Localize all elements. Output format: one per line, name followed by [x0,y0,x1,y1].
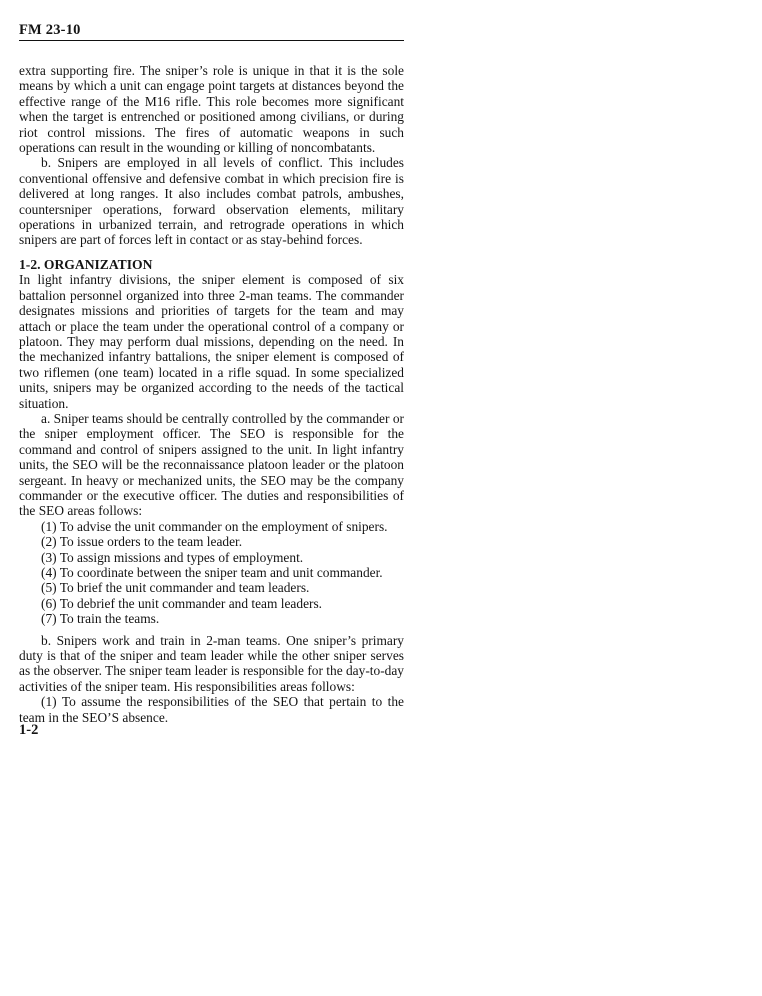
paragraph-organization: In light infantry divisions, the sniper element is composed of six battalion personnel organized into three 2-man teams. The commander designates missions and priorities of targets for the team and may attach or place the team under the operational control of a company or platoon. They may perform dual missions, depending on the need. In the mechanized infantry battalions, the sniper element is composed of two riflemen (one team) located in a rifle squad. In some specialized units, snipers may be organized according to the needs of the tactical situation. [19,272,404,411]
page-number: 1-2 [19,722,39,738]
paragraph-a-control: a. Sniper teams should be centrally controlled by the commander or the sniper employment officer. The SEO is responsible for the command and control of snipers assigned to the unit. In light infantry units, the SEO will be the reconnaissance platoon leader or the platoon sergeant. In heavy or mechanized units, the SEO may be the company commander or the executive officer. The duties and responsibilities of the SEO areas follows: [19,410,404,519]
paragraph-b-teams: b. Snipers work and train in 2-man teams. One sniper’s primary duty is that of the sniper and team leader while the other sniper serves as the observer. The sniper team leader is responsible for the day-to-day activities of the sniper team. His responsibilities areas follows: [19,632,404,694]
paragraph-b-conflict: b. Snipers are employed in all levels of conflict. This includes conventional offensive and defensive combat in which precision fire is delivered at long ranges. It also includes combat patrols, ambushes, countersniper operations, forward observation elements, military operations in urbanized terrain, and retrograde operations in which snipers are part of forces left in contact or as stay-behind forces. [19,155,404,248]
list-item: (3) To assign missions and types of employment. [41,549,304,565]
page-header [19,22,404,41]
list-item: (5) To brief the unit commander and team leaders. [41,580,310,596]
list-item: (2) To issue orders to the team leader. [41,534,243,550]
paragraph-b-item-1: (1) To assume the responsibilities of the SEO that pertain to the team in the SEO’S absence. [19,694,404,725]
list-item: (7) To train the teams. [41,611,160,627]
list-item: (6) To debrief the unit commander and team leaders. [41,595,323,611]
seo-duties-list [19,519,404,627]
section-title: 1-2. ORGANIZATION [19,256,153,272]
manual-number: FM 23-10 [19,22,81,38]
page-body [19,63,404,725]
paragraph-intro: extra supporting fire. The sniper’s role is unique in that it is the sole means by which a unit can engage point targets at distances beyond the effective range of the M16 rifle. This role becomes more significant when the target is entrenched or positioned among civilians, or during riot control missions. The fires of automatic weapons in such operations can result in the wounding or killing of noncombatants. [19,63,404,156]
list-item: (1) To advise the unit commander on the employment of snipers. [41,518,388,534]
list-item: (4) To coordinate between the sniper team and unit commander. [41,565,383,580]
